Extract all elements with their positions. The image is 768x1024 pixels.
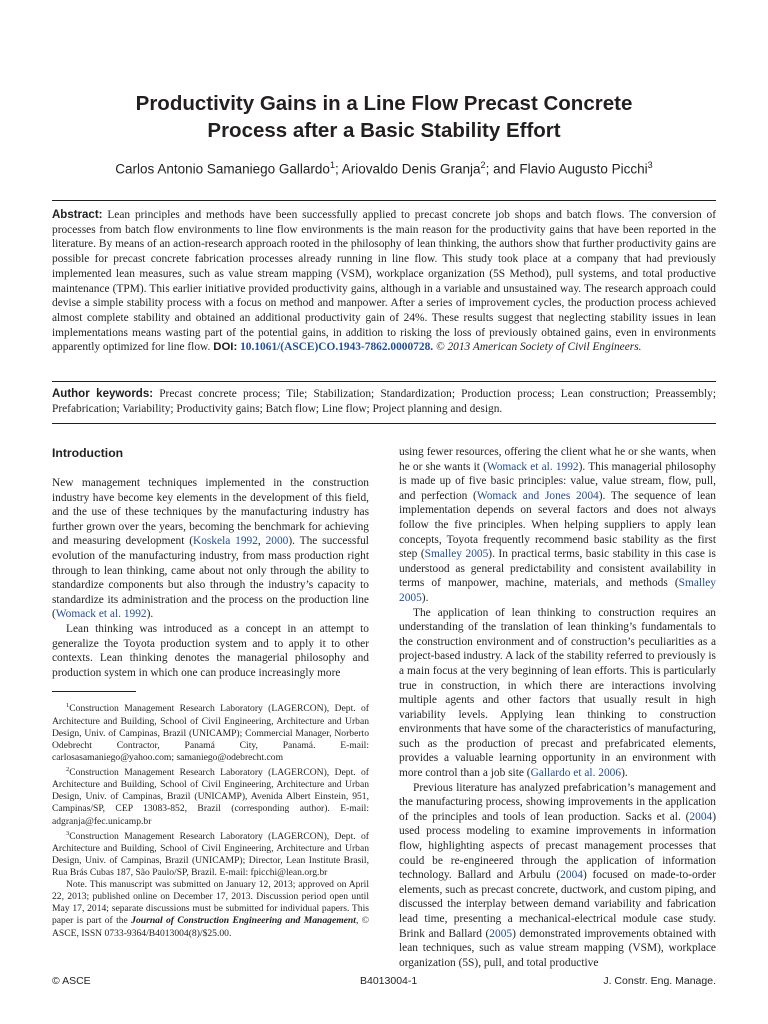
citation-link[interactable]: 2004 [560,869,583,882]
footnote-2: $^2$Construction Management Research Laboratory (LAGERCON), Dept. of Architecture and Building, School of Civil Engineering, Architecture and Urban Design, Univ. of Campinas, Brazil (UNICAMP), Avenida Albert Einstein, 951, Campinas/SP, CEP 13083-852, Brazil (corresponding author). E-mail: adgranja@fec.unicamp.br [52,765,369,827]
footer-copyright: © ASCE [52,975,91,987]
abstract [52,208,716,355]
section-heading-introduction: Introduction [52,446,124,460]
keywords-text: Precast concrete process; Tile; Stabilization; Standardization; Production process; Lean construction; Preassembly; Prefabrication; Variability; Productivity gains; Batch flow; Line flow; Project planning and design. [52,388,716,415]
keywords-divider [52,381,716,382]
author-1-affiliation: 1 [329,160,335,170]
citation-link[interactable]: Womack et al. 1992 [55,608,147,621]
author-2: Ariovaldo Denis Granja [341,161,481,177]
submission-note: Note. This manuscript was submitted on January 12, 2013; approved on April 22, 2013; published online on December 17, 2013. Discussion period open until May 17, 2014; separate discussions must be submitted for individual papers. This paper is part of the Journal of Construction Engineering and Management, © ASCE, ISSN 0733-9364/B4013004(8)/$25.00. [52,879,369,939]
citation-link[interactable]: 2005 [489,927,513,940]
author-3: Flavio Augusto Picchi [519,161,648,177]
keywords-label: Author keywords: [52,388,154,400]
footnote-divider [52,691,136,692]
author-1: Carlos Antonio Samaniego Gallardo [115,161,330,177]
body-paragraph-2: The application of lean thinking to construction requires an understanding of the translation of lean thinking’s fundamentals to the construction environment and of construction’s peculiarities as a project-based industry. A lack of the stability referred to previously is a main focus at the very beginning of lean efforts. This is particularly true in construction, in which there are interactions involving multiple agents and other factors that usually result in high variability levels. Applying lean thinking to construction environments that have some of the characteristics of manufacturing, such as the production of precast and prefabricated elements, provides a valuable learning opportunity in an environment with more control than a job site (Gallardo et al. 2006). [399,606,716,780]
abstract-text: Lean principles and methods have been successfully applied to precast concrete job shops and batch flows. The conversion of processes from batch flow environments to line flow environments is the main reason for the productivity gains that have been reported in the literature. By means of an action-research approach rooted in the philosophy of lean thinking, the authors show that further productivity gains are possible for precast concrete fabrication processes already running in line flow. This study took place at a company that had previously implemented lean measures, such as value stream mapping (VSM), workplace organization (5S Method), pull systems, and total productive maintenance (TPM). This earlier initiative provided productivity gains, although in a variable and unsustained way. The research approach could devise a simple stability process with a focus on method and manpower. After a series of improvement cycles, the production process achieved almost complete stability and obtained an additional productivity gain of 24%. These results suggest that neglecting stability issues in lean implementations means wasting part of the potential gains, in addition to risking the loss of previously obtained gains, even in environments apparently optimized for line flow. [52,209,716,354]
citation-link[interactable]: Womack and Jones 2004 [476,489,599,502]
body-paragraph-1: using fewer resources, offering the client what he or she wants, when he or she wants it (Womack et al. 1992). This managerial philosophy is made up of five basic principles: value, value stream, flow, pull, and perfection (Womack and Jones 2004). The sequence of lean implementation depends on several factors and does not always follow the five principles. When helping suppliers to apply lean concepts, Toyota frequently recommend basic stability as the first step (Smalley 2005). In practical terms, basic stability in this case is understood as general predictability and consistent availability in terms of manpower, machine, materials, and methods (Smalley 2005). [399,446,716,604]
body-paragraph-3: Previous literature has analyzed prefabrication’s management and the manufacturing process, showing improvements in the application of the principles and tools of lean production. Sacks et al. (2004) used process modeling to examine improvements in information flow, highlighting aspects of precast management processes that could be re-engineered through the application of information technology. Ballard and Arbulu (2004) focused on made-to-order elements, such as precast concrete, ductwork, and custom piping, and discussed the interplay between demand variability and fabrication lead time, presenting a mechanical-electrical module case study. Brink and Ballard (2005) demonstrated improvements obtained with lean techniques, such as value stream mapping (VSM), workplace organization (5S), pull, and total productive [399,781,716,969]
intro-paragraph-1: New management techniques implemented in the construction industry have become key elements in the development of this field, and the use of these techniques by the manufacturing industry has further grown over the years, becoming the benchmark for achieving and measuring development (Koskela 1992, 2000). The successful evolution of the manufacturing industry, from mass production right through to lean thinking, came about not only through the ability to standardize components but also through the industry’s capacity to standardize its administration and the process on the production line (Womack et al. 1992). [52,477,369,621]
right-column [399,445,716,970]
citation-link[interactable]: Smalley 2005 [399,577,716,604]
citation-link[interactable]: Womack et al. 1992 [486,460,579,473]
doi-label: DOI: [213,341,238,354]
citation-link[interactable]: 2004 [689,810,713,823]
author-2-affiliation: 2 [480,160,486,170]
title-line-1: Productivity Gains in a Line Flow Precast Concrete [135,92,633,115]
citation-link[interactable]: Smalley 2005 [424,548,489,561]
footer-journal: J. Constr. Eng. Manage. [603,975,716,987]
footnote-1: $^1$Construction Management Research Laboratory (LAGERCON), Dept. of Architecture and Building, School of Civil Engineering, Architecture and Urban Design, Univ. of Campinas, Brazil (UNICAMP); Commercial Manager, Norberto Odebrecht Contractor, Panamá City, Panamá. E-mail: carlosasamaniego@yahoo.com; samaniego@odebrecht.com [52,702,369,763]
doi-link[interactable]: 10.1061/(ASCE)CO.1943-7862.0000728. [237,341,434,354]
abstract-label: Abstract: [52,209,103,221]
footer-article-id: B4013004-1 [360,975,418,987]
journal-name: Journal of Construction Engineering and Management [131,915,356,927]
author-keywords [52,387,716,416]
citation-link[interactable]: 2000 [265,535,289,548]
article-title [60,90,708,144]
citation-link[interactable]: Gallardo et al. 2006 [530,767,622,780]
author-list: Carlos Antonio Samaniego Gallardo$^1$; Ariovaldo Denis Granja$^2$; and Flavio Augusto Picchi$^3$ [115,160,653,177]
footnote-3: $^3$Construction Management Research Laboratory (LAGERCON), Dept. of Architecture and Building, School of Civil Engineering, Architecture and Urban Design, Univ. of Campinas, Brazil (UNICAMP); Director, Lean Institute Brasil, Rua Brás Cubas 187, São Paulo/SP, Brazil. E-mail: fpicchi@lean.org.br [52,829,369,879]
intro-paragraph-2: Lean thinking was introduced as a concept in an attempt to generalize the Toyota production system and to apply it to other contexts. Lean thinking denotes the managerial philosophy and production system in which one can produce increasingly more [52,622,369,679]
copyright-notice: © 2013 American Society of Civil Engineers. [433,341,642,354]
body-divider [52,423,716,424]
left-column [52,445,369,940]
author-3-affiliation: 3 [647,160,653,170]
top-divider [52,200,716,201]
page-footer [52,975,716,991]
title-line-2: Process after a Basic Stability Effort [207,119,561,142]
citation-link[interactable]: Koskela 1992 [192,535,258,548]
